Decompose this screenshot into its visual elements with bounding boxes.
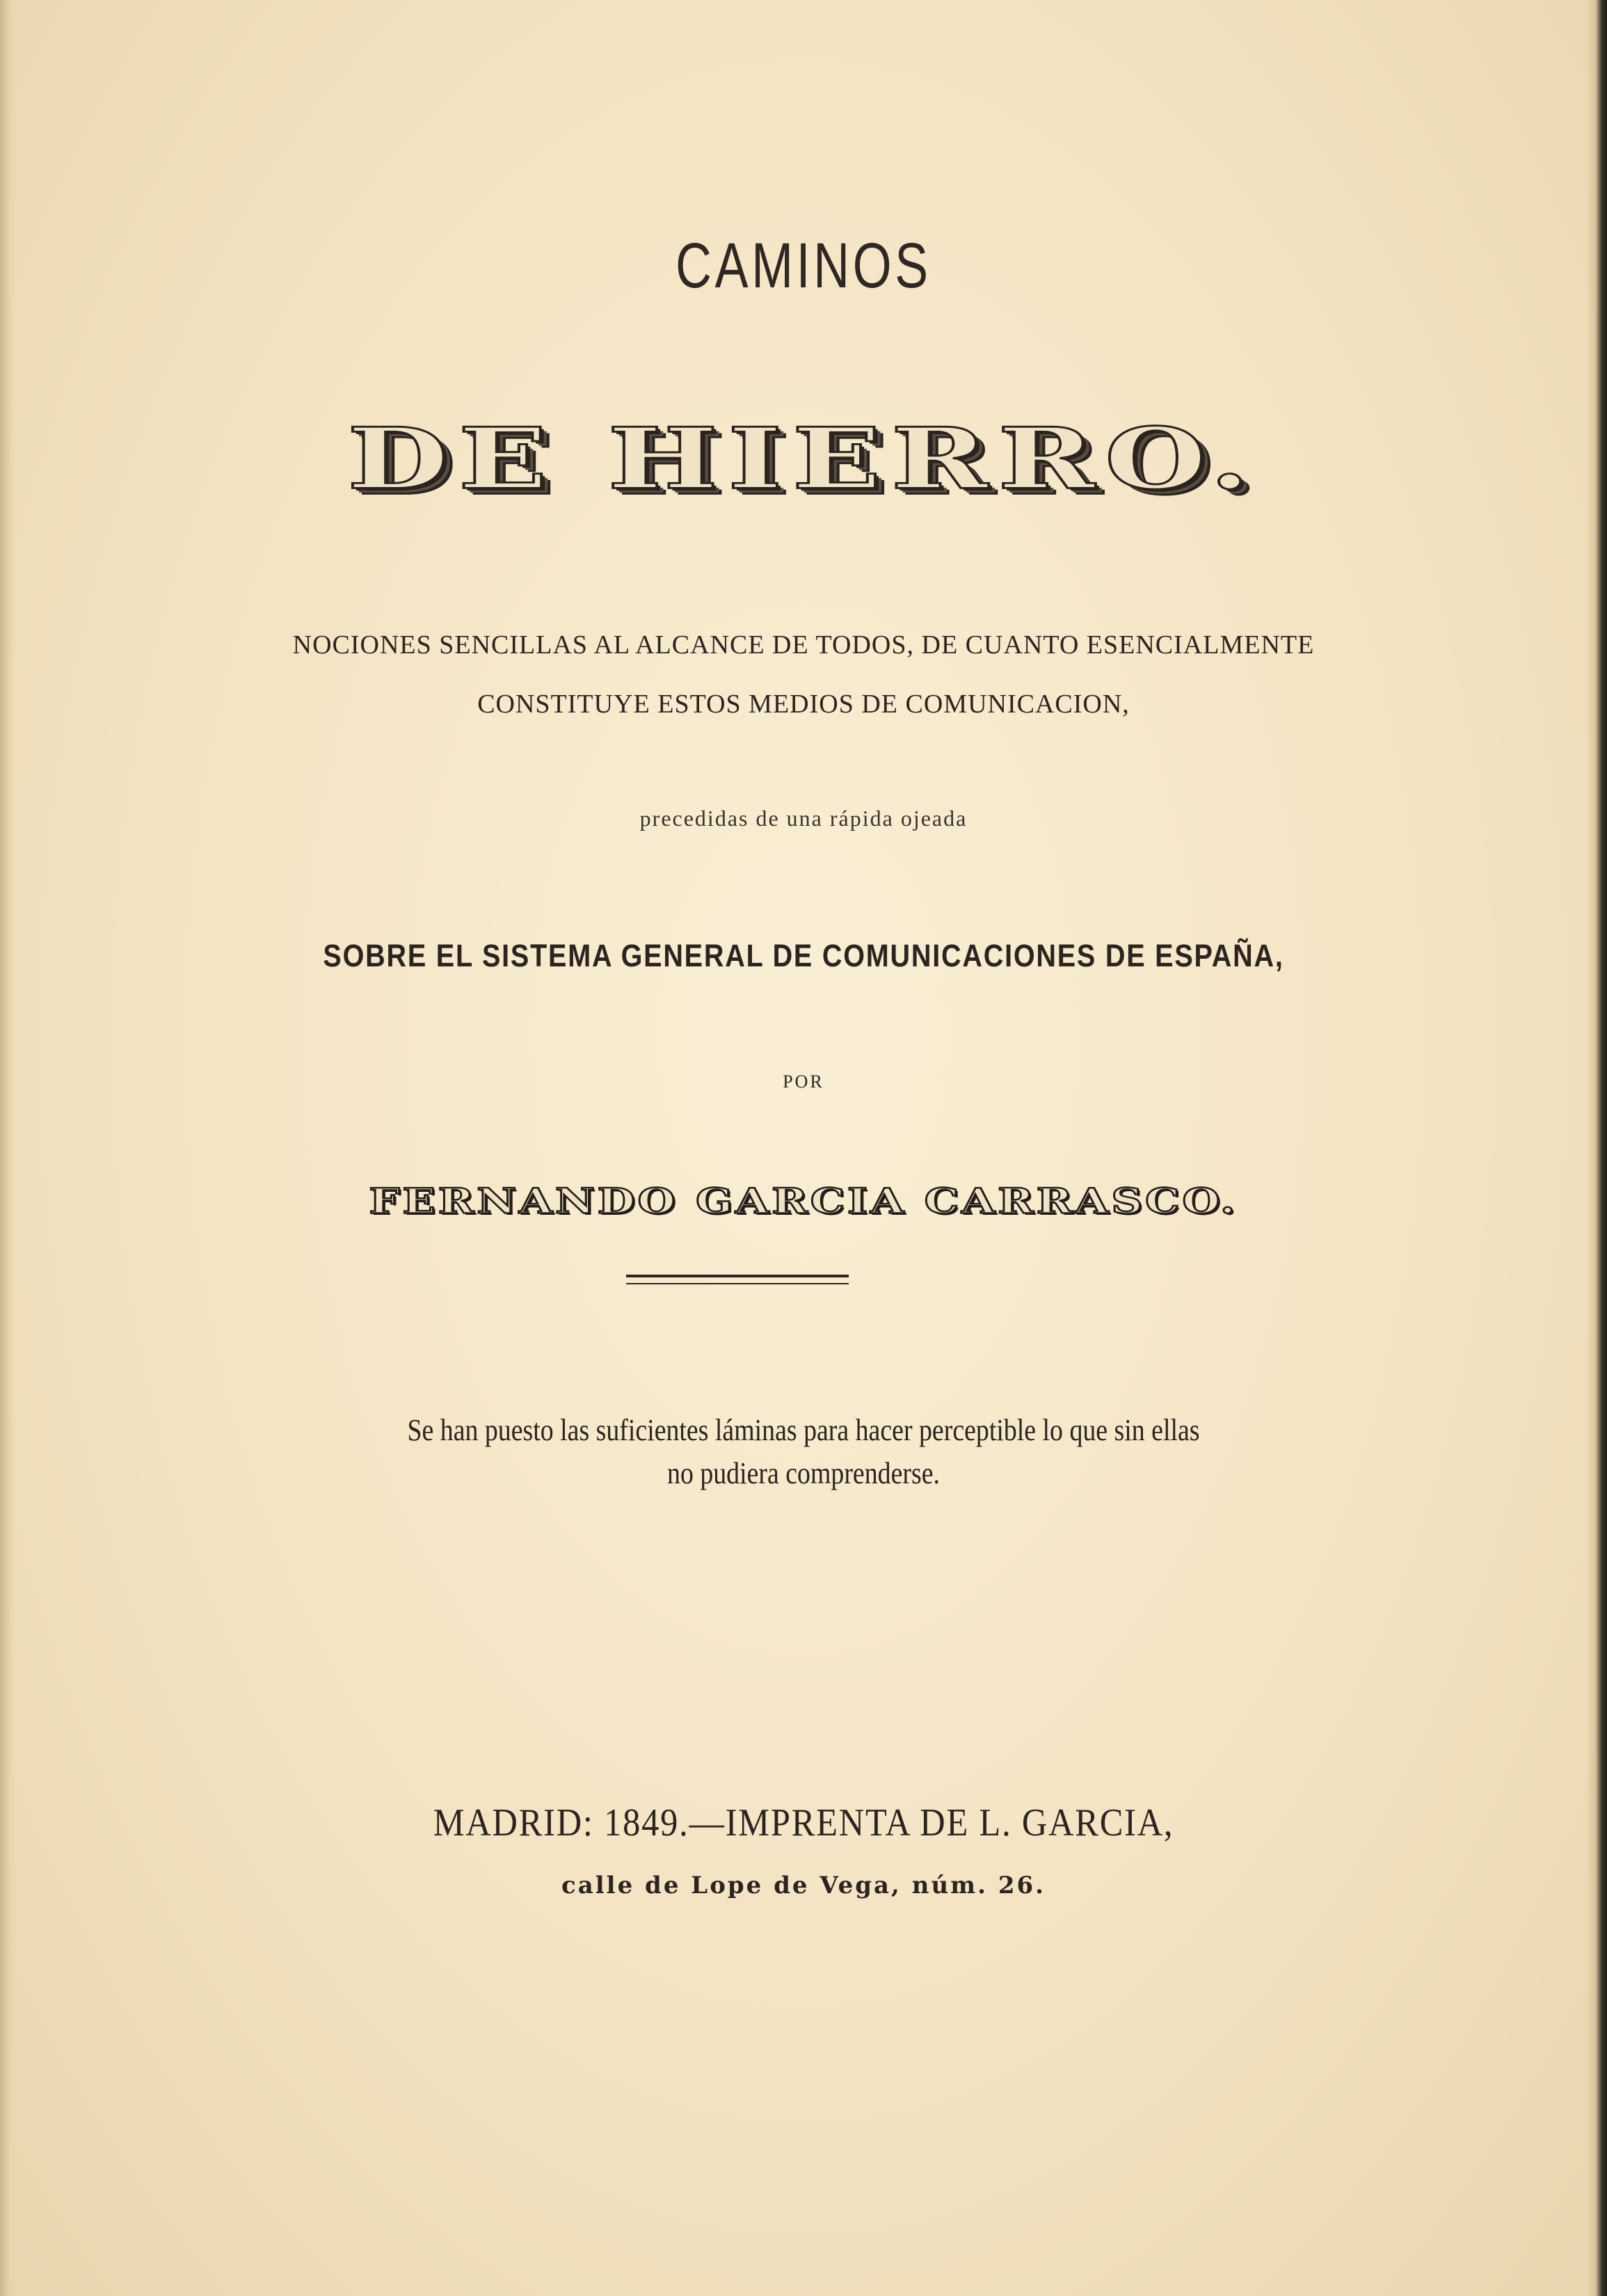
- subtitle-line-1: NOCIONES SENCILLAS AL ALCANCE DE TODOS, DE CUANTO ESENCIALMENTE: [292, 630, 1315, 660]
- title-caminos: CAMINOS: [675, 230, 932, 301]
- page-left-edge: [0, 0, 15, 2296]
- system-line: SOBRE EL SISTEMA GENERAL DE COMUNICACIONES DE ESPAÑA,: [323, 938, 1284, 973]
- author-name: FERNANDO GARCIA CARRASCO.: [369, 1181, 1238, 1222]
- imprint-line-2: calle de Lope de Vega, núm. 26.: [561, 1872, 1046, 1899]
- divider-thin: [626, 1283, 849, 1284]
- plates-note-line-2: no pudiera comprenderse.: [667, 1456, 940, 1490]
- plates-note-line-1: Se han puesto las suficientes láminas para hacer perceptible lo que sin ellas: [407, 1413, 1200, 1447]
- page-binding-edge: [1586, 0, 1607, 2296]
- preceded-line: precedidas de una rápida ojeada: [639, 806, 968, 831]
- subtitle-line-2: CONSTITUYE ESTOS MEDIOS DE COMUNICACION,: [477, 689, 1130, 719]
- by-line: POR: [783, 1071, 824, 1092]
- title-de-hierro: DE HIERRO.: [347, 408, 1260, 509]
- imprint-line-1: MADRID: 1849.—IMPRENTA DE L. GARCIA,: [433, 1801, 1174, 1844]
- divider-thick: [626, 1275, 849, 1277]
